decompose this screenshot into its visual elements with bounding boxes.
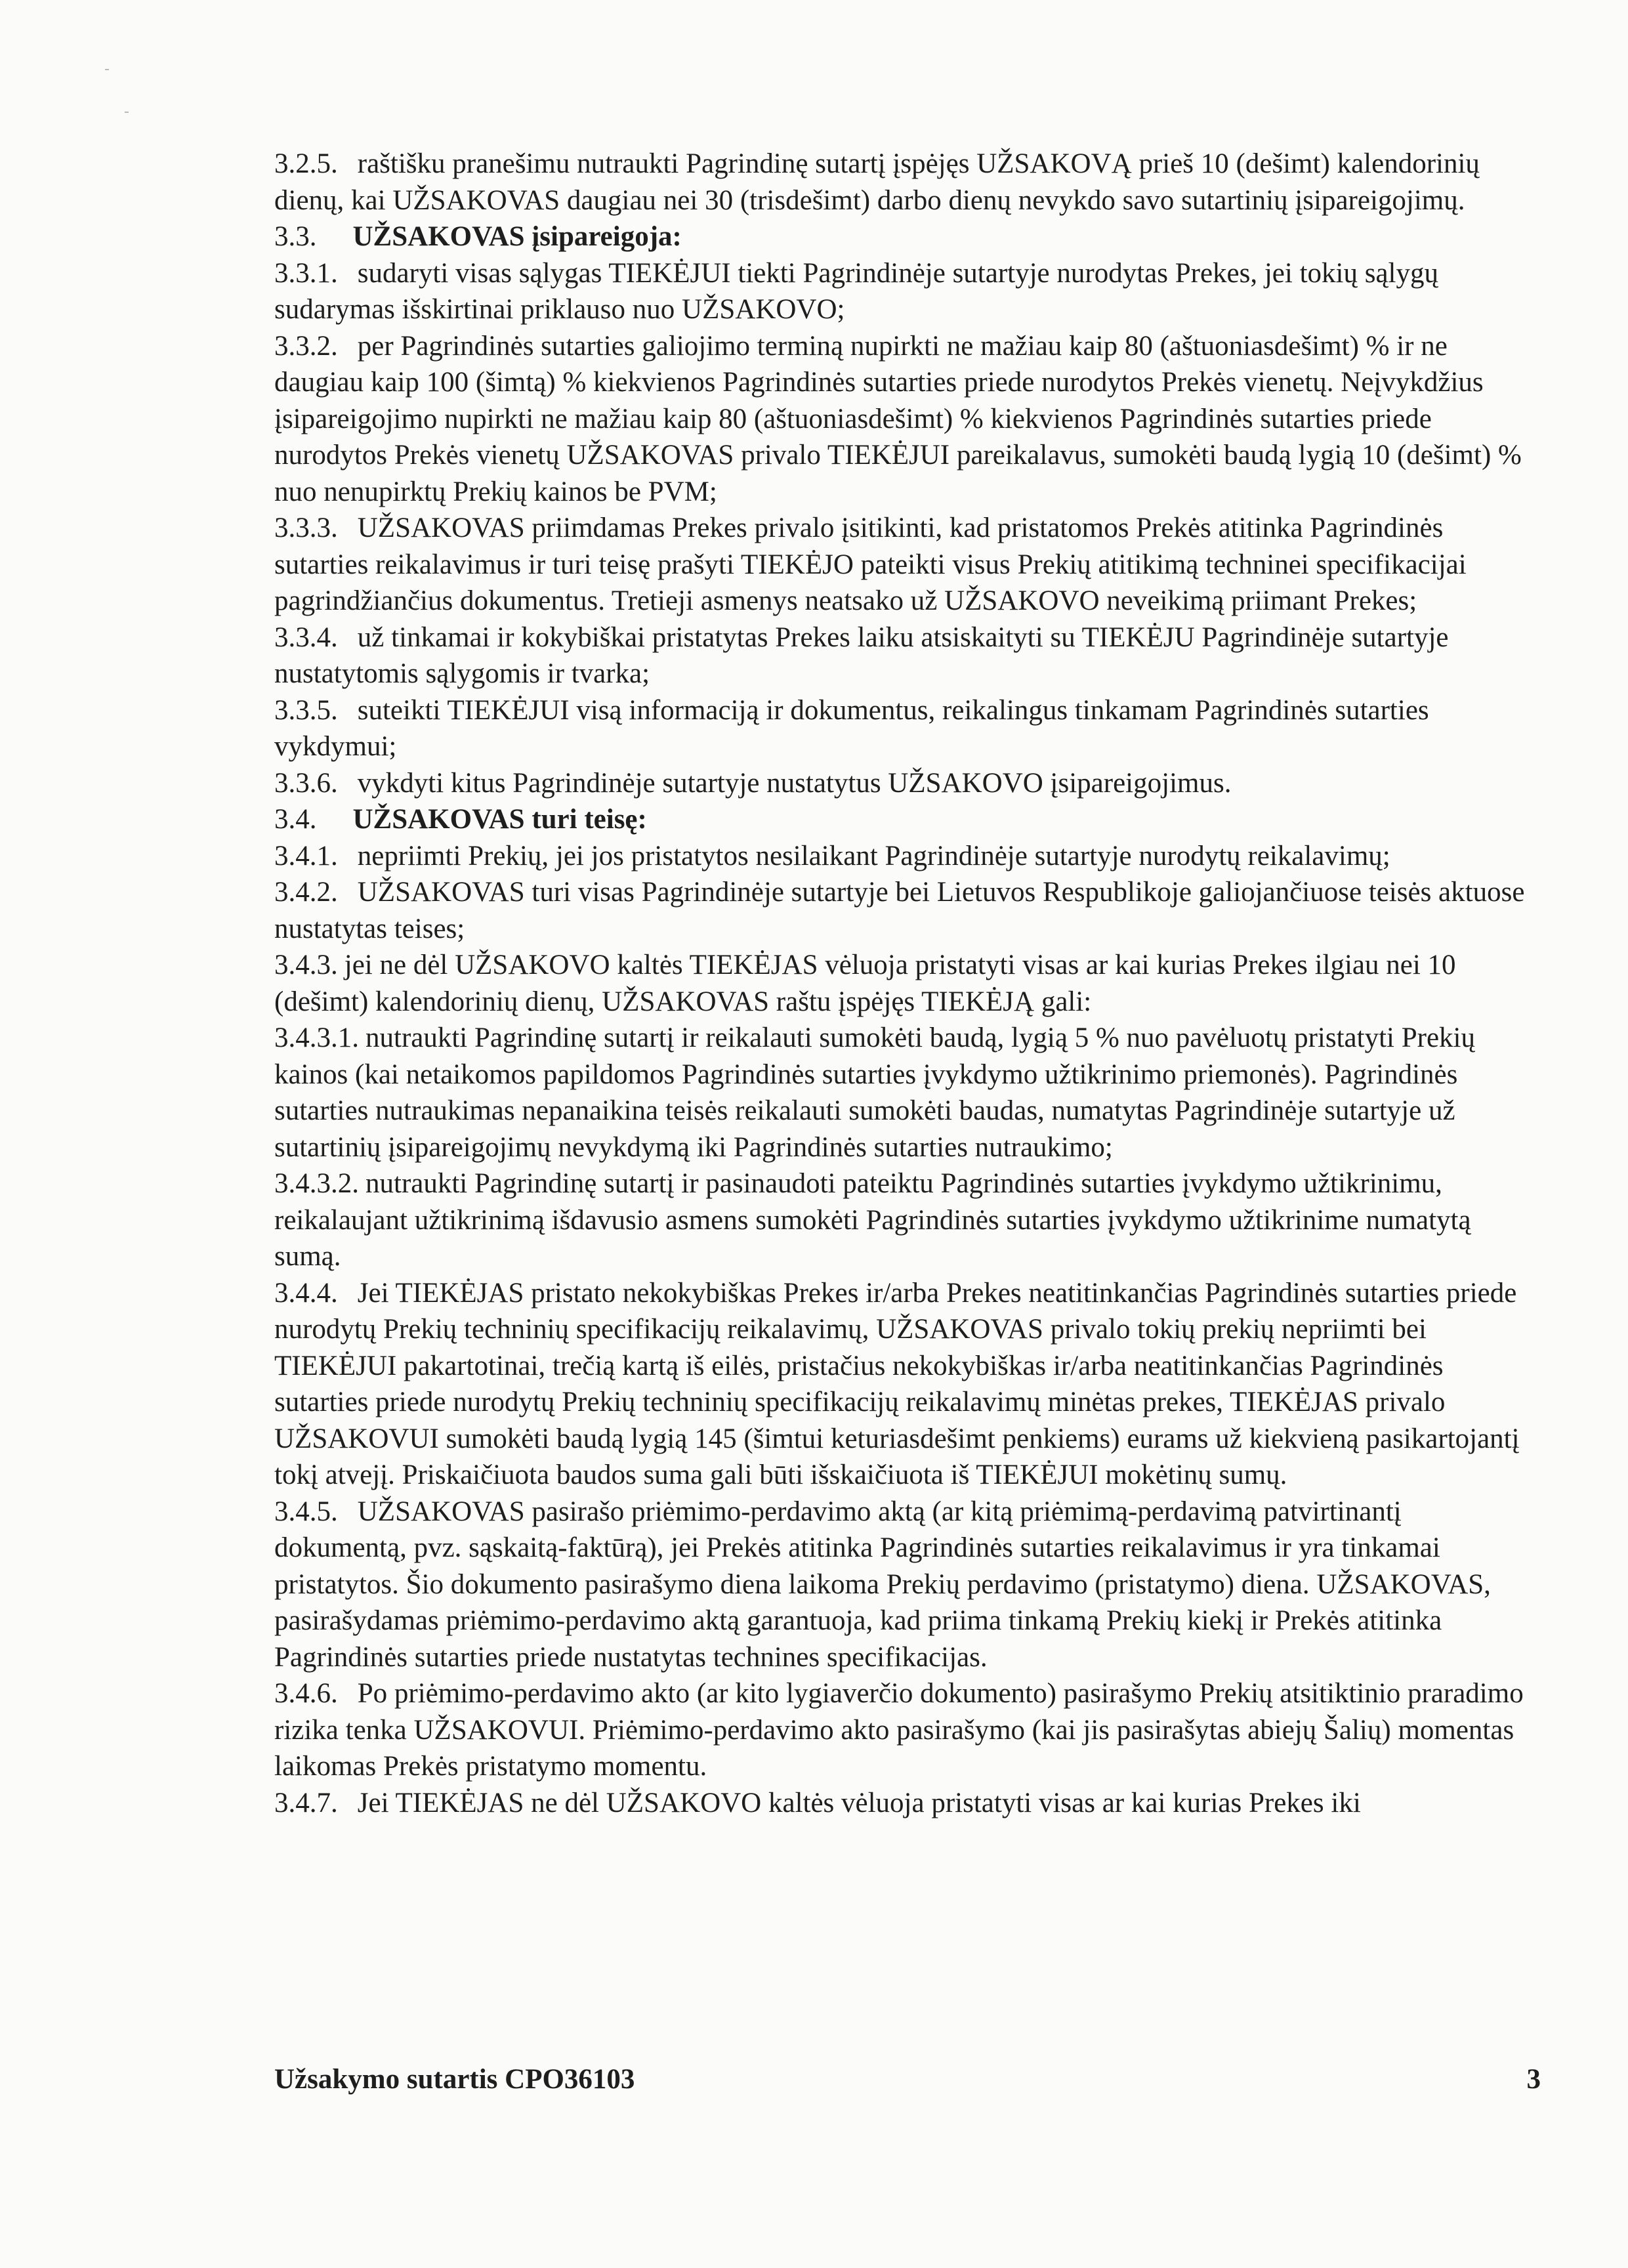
section-heading-text: UŽSAKOVAS turi teisę:: [352, 804, 647, 835]
footer-page-number: 3: [1526, 2064, 1541, 2095]
section-heading-3-3: [274, 219, 1541, 255]
paragraph-number: 3.4.3.: [274, 950, 338, 980]
paragraph-text: vykdyti kitus Pagrindinėje sutartyje nustatytus UŽSAKOVO įsipareigojimus.: [357, 767, 1232, 799]
paragraph-text: nutraukti Pagrindinę sutartį ir reikalauti sumokėti baudą, lygią 5 % nuo pavėluotų pristatyti Prekių kainos (kai netaikomos papildomos Pagrindinės sutarties įvykdymo užtikrinimo priemonės). Pagrindinės sutarties nutraukimas nepanaikina teisės reikalauti sumokėti baudas, numatytas Pagrindinėje sutartyje už sutartinių įsipareigojimų nevykdymą iki Pagrindinės sutarties nutraukimo;: [274, 1022, 1475, 1163]
paragraph-number: 3.3.3.: [274, 513, 338, 543]
paragraph-number: 3.3.: [274, 221, 317, 252]
paragraph-3-4-4: [274, 1275, 1541, 1494]
paragraph-number: 3.4.5.: [274, 1496, 338, 1527]
paragraph-3-4-3-1: [274, 1020, 1541, 1166]
paragraph-number: 3.4.4.: [274, 1277, 338, 1309]
paragraph-text: nepriimti Prekių, jei jos pristatytos nesilaikant Pagrindinėje sutartyje nurodytų reikalavimų;: [357, 840, 1390, 872]
paragraph-text: UŽSAKOVAS priimdamas Prekes privalo įsitikinti, kad pristatomos Prekės atitinka Pagrindinės sutarties reikalavimus ir turi teisę prašyti TIEKĖJO pateikti visus Prekių atitikimą techninei specifikacijai pagrindžiančius dokumentus. Tretieji asmenys neatsako už UŽSAKOVO neveikimą priimant Prekes;: [274, 513, 1467, 616]
paragraph-number: 3.2.5.: [274, 148, 338, 179]
paragraph-text: raštišku pranešimu nutraukti Pagrindinę sutartį įspėjęs UŽSAKOVĄ prieš 10 (dešimt) kalendorinių dienų, kai UŽSAKOVAS daugiau nei 30 (trisdešimt) darbo dienų nevykdo savo sutartinių įsipareigojimų.: [274, 148, 1480, 216]
paragraph-3-4-3: [274, 947, 1541, 1020]
scan-mark: [105, 69, 109, 70]
paragraph-text: sudaryti visas sąlygas TIEKĖJUI tiekti Pagrindinėje sutartyje nurodytas Prekes, jei tokių sąlygų sudarymas išskirtinai priklauso nuo UŽSAKOVO;: [274, 257, 1438, 325]
paragraph-3-4-1: [274, 838, 1541, 875]
paragraph-text: UŽSAKOVAS pasirašo priėmimo-perdavimo aktą (ar kitą priėmimą-perdavimą patvirtinantį dokumentą, pvz. sąskaitą-faktūrą), jei Prekės atitinka Pagrindinės sutarties reikalavimus ir yra tinkamai pristatytos. Šio dokumento pasirašymo diena laikoma Prekių perdavimo (pristatymo) diena. UŽSAKOVAS, pasirašydamas priėmimo-perdavimo aktą garantuoja, kad priima tinkamą Prekių kiekį ir Prekės atitinka Pagrindinės sutarties priede nustatytas technines specifikacijas.: [274, 1496, 1491, 1673]
paragraph-text: Jei TIEKĖJAS pristato nekokybiškas Prekes ir/arba Prekes neatitinkančias Pagrindinės sutarties priede nurodytų Prekių techninių specifikacijų reikalavimų, UŽSAKOVAS privalo tokių prekių nepriimti bei TIEKĖJUI pakartotinai, trečią kartą iš eilės, pristačius nekokybiškas ir/arba neatitinkančias Pagrindinės sutarties priede nurodytų Prekių techninių specifikacijų reikalavimų minėtas prekes, TIEKĖJAS privalo UŽSAKOVUI sumokėti baudą lygią 145 (šimtui keturiasdešimt penkiems) eurams už kiekvieną pasikartojantį tokį atvejį. Priskaičiuota baudos suma gali būti išskaičiuota iš TIEKĖJUI mokėtinų sumų.: [274, 1277, 1520, 1490]
paragraph-3-4-6: [274, 1675, 1541, 1785]
section-heading-text: UŽSAKOVAS įsipareigoja:: [352, 221, 682, 252]
paragraph-text: nutraukti Pagrindinę sutartį ir pasinaudoti pateiktu Pagrindinės sutarties įvykdymo užtikrinimu, reikalaujant užtikrinimą išdavusio asmens sumokėti Pagrindinės sutarties įvykdymo užtikrinime numatytą sumą.: [274, 1168, 1471, 1272]
paragraph-3-3-5: [274, 692, 1541, 765]
paragraph-text: Jei TIEKĖJAS ne dėl UŽSAKOVO kaltės vėluoja pristatyti visas ar kai kurias Prekes iki: [357, 1787, 1361, 1818]
paragraph-3-3-6: [274, 765, 1541, 802]
paragraph-3-3-1: [274, 255, 1541, 328]
paragraph-number: 3.4.: [274, 804, 317, 835]
footer-document-title: Užsakymo sutartis CPO36103: [274, 2064, 635, 2095]
paragraph-number: 3.3.1.: [274, 257, 338, 289]
page-footer: [274, 2063, 1541, 2103]
paragraph-number: 3.4.1.: [274, 840, 338, 872]
paragraph-3-3-2: [274, 328, 1541, 511]
paragraph-text: Po priėmimo-perdavimo akto (ar kito lygiaverčio dokumento) pasirašymo Prekių atsitiktinio praradimo rizika tenka UŽSAKOVUI. Priėmimo-perdavimo akto pasirašymo (kai jis pasirašytas abiejų Šalių) momentas laikomas Prekės pristatymo momentu.: [274, 1678, 1524, 1782]
section-heading-3-4: [274, 801, 1541, 838]
paragraph-number: 3.3.4.: [274, 621, 338, 653]
paragraph-number: 3.3.6.: [274, 767, 338, 799]
paragraph-text: UŽSAKOVAS turi visas Pagrindinėje sutartyje bei Lietuvos Respublikoje galiojančiuose teisės aktuose nustatytas teises;: [274, 877, 1525, 944]
paragraph-3-2-5: [274, 146, 1541, 219]
document-body: [274, 146, 1541, 1821]
paragraph-3-4-5: [274, 1494, 1541, 1676]
paragraph-3-4-3-2: [274, 1166, 1541, 1275]
paragraph-text: jei ne dėl UŽSAKOVO kaltės TIEKĖJAS vėluoja pristatyti visas ar kai kurias Prekes ilgiau nei 10 (dešimt) kalendorinių dienų, UŽSAKOVAS raštu įspėjęs TIEKĖJĄ gali:: [274, 950, 1456, 1017]
paragraph-text: per Pagrindinės sutarties galiojimo terminą nupirkti ne mažiau kaip 80 (aštuoniasdešimt) % ir ne daugiau kaip 100 (šimtą) % kiekvienos Pagrindinės sutarties priede nurodytos Prekės vienetų. Neįvykdžius įsipareigojimo nupirkti ne mažiau kaip 80 (aštuoniasdešimt) % kiekvienos Pagrindinės sutarties priede nurodytos Prekės vienetų UŽSAKOVAS privalo TIEKĖJUI pareikalavus, sumokėti baudą lygią 10 (dešimt) % nuo nenupirktų Prekių kainos be PVM;: [274, 330, 1522, 507]
paragraph-3-3-3: [274, 510, 1541, 620]
paragraph-text: suteikti TIEKĖJUI visą informaciją ir dokumentus, reikalingus tinkamam Pagrindinės sutarties vykdymui;: [274, 694, 1429, 762]
paragraph-number: 3.3.5.: [274, 694, 338, 726]
paragraph-number: 3.3.2.: [274, 330, 338, 362]
paragraph-3-4-2: [274, 874, 1541, 947]
paragraph-text: už tinkamai ir kokybiškai pristatytas Prekes laiku atsiskaityti su TIEKĖJU Pagrindinėje sutartyje nustatytomis sąlygomis ir tvarka;: [274, 621, 1449, 689]
paragraph-number: 3.4.6.: [274, 1678, 338, 1709]
paragraph-number: 3.4.7.: [274, 1787, 338, 1818]
paragraph-3-4-7: [274, 1785, 1541, 1822]
scan-mark: [125, 112, 129, 113]
paragraph-number: 3.4.3.2.: [274, 1168, 359, 1199]
paragraph-3-3-4: [274, 620, 1541, 692]
paragraph-number: 3.4.3.1.: [274, 1022, 359, 1053]
paragraph-number: 3.4.2.: [274, 877, 338, 908]
